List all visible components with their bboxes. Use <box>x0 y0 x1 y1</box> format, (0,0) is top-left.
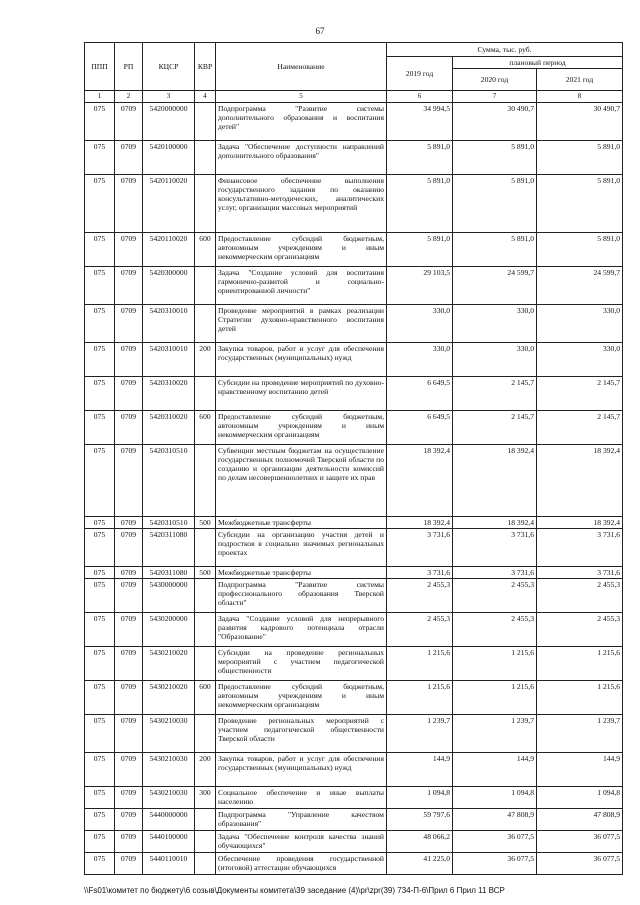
ppp-cell: 075 <box>85 304 115 342</box>
kcsr-cell: 5420100000 <box>143 140 195 174</box>
table-row <box>85 752 623 786</box>
amount-2020-cell: 36 077,5 <box>453 852 537 874</box>
ppp-cell: 075 <box>85 528 115 566</box>
amount-2019-cell: 6 649,5 <box>387 376 453 410</box>
table-row <box>85 342 623 376</box>
rp-cell: 0709 <box>115 516 143 528</box>
ppp-cell: 075 <box>85 852 115 874</box>
kvr-cell <box>195 376 216 410</box>
amount-2021-cell: 3 731,6 <box>537 566 623 578</box>
header-rp: РП <box>115 43 143 91</box>
header-year-2019: 2019 год <box>387 57 453 91</box>
amount-2019-cell: 3 731,6 <box>387 528 453 566</box>
column-number-row <box>85 91 623 102</box>
amount-2021-cell: 1 239,7 <box>537 714 623 752</box>
table-row <box>85 646 623 680</box>
kvr-cell: 500 <box>195 566 216 578</box>
kcsr-cell: 5420311080 <box>143 528 195 566</box>
amount-2019-cell: 41 225,0 <box>387 852 453 874</box>
kcsr-cell: 5430210020 <box>143 680 195 714</box>
name-cell: Закупка товаров, работ и услуг для обеспечения государственных (муниципальных) нужд <box>216 342 387 376</box>
ppp-cell: 075 <box>85 376 115 410</box>
table-row <box>85 232 623 266</box>
amount-2020-cell: 30 490,7 <box>453 102 537 140</box>
kvr-cell <box>195 578 216 612</box>
name-cell: Субсидии на проведение региональных мероприятий с участием педагогической общественности <box>216 646 387 680</box>
kvr-cell <box>195 174 216 232</box>
amount-2020-cell: 2 145,7 <box>453 376 537 410</box>
column-number: 1 <box>85 91 115 102</box>
ppp-cell: 075 <box>85 410 115 444</box>
ppp-cell: 075 <box>85 680 115 714</box>
name-cell: Предоставление субсидий бюджетным, автономным учреждениям и иным некоммерческим организациям <box>216 410 387 444</box>
kvr-cell <box>195 266 216 304</box>
rp-cell: 0709 <box>115 786 143 808</box>
ppp-cell: 075 <box>85 752 115 786</box>
header-name: Наименование <box>216 43 387 91</box>
column-number: 5 <box>216 91 387 102</box>
kcsr-cell: 5440100000 <box>143 830 195 852</box>
amount-2019-cell: 1 094,8 <box>387 786 453 808</box>
amount-2021-cell: 3 731,6 <box>537 528 623 566</box>
kvr-cell <box>195 646 216 680</box>
name-cell: Финансовое обеспечение выполнения государственного задания по оказанию консультативно-методических, аналитических услуг, организации массовых мероприятий <box>216 174 387 232</box>
table-row <box>85 140 623 174</box>
kcsr-cell: 5420000000 <box>143 102 195 140</box>
kvr-cell: 300 <box>195 786 216 808</box>
column-number: 4 <box>195 91 216 102</box>
kcsr-cell: 5430210030 <box>143 752 195 786</box>
table-row <box>85 410 623 444</box>
ppp-cell: 075 <box>85 566 115 578</box>
amount-2019-cell: 2 455,3 <box>387 612 453 646</box>
name-cell: Задача "Обеспечение доступности направлений дополнительного образования" <box>216 140 387 174</box>
kcsr-cell: 5420310010 <box>143 342 195 376</box>
kvr-cell <box>195 830 216 852</box>
amount-2019-cell: 59 797,6 <box>387 808 453 830</box>
rp-cell: 0709 <box>115 528 143 566</box>
amount-2020-cell: 1 239,7 <box>453 714 537 752</box>
header-planned-period: плановый период <box>453 57 623 69</box>
table-row <box>85 714 623 752</box>
amount-2021-cell: 330,0 <box>537 342 623 376</box>
amount-2020-cell: 1 215,6 <box>453 680 537 714</box>
amount-2020-cell: 24 599,7 <box>453 266 537 304</box>
amount-2020-cell: 2 455,3 <box>453 612 537 646</box>
amount-2019-cell: 2 455,3 <box>387 578 453 612</box>
amount-2021-cell: 5 891,0 <box>537 140 623 174</box>
page-number: 67 <box>315 26 325 36</box>
amount-2019-cell: 330,0 <box>387 342 453 376</box>
kcsr-cell: 5420110020 <box>143 174 195 232</box>
name-cell: Подпрограмма "Развитие системы дополнительного образования и воспитания детей" <box>216 102 387 140</box>
kcsr-cell: 5430210020 <box>143 646 195 680</box>
amount-2021-cell: 2 145,7 <box>537 376 623 410</box>
amount-2021-cell: 5 891,0 <box>537 174 623 232</box>
amount-2021-cell: 2 145,7 <box>537 410 623 444</box>
rp-cell: 0709 <box>115 232 143 266</box>
kcsr-cell: 5430200000 <box>143 612 195 646</box>
amount-2019-cell: 330,0 <box>387 304 453 342</box>
column-number: 8 <box>537 91 623 102</box>
kvr-cell <box>195 140 216 174</box>
header-year-2020: 2020 год <box>453 69 537 91</box>
amount-2019-cell: 18 392,4 <box>387 444 453 516</box>
amount-2019-cell: 6 649,5 <box>387 410 453 444</box>
ppp-cell: 075 <box>85 830 115 852</box>
amount-2019-cell: 48 066,2 <box>387 830 453 852</box>
name-cell: Задача "Создание условий для воспитания гармонично-развитой и социально-ориентированной личности" <box>216 266 387 304</box>
name-cell: Задача "Создание условий для непрерывного развития кадрового потенциала отрасли "Образование" <box>216 612 387 646</box>
rp-cell: 0709 <box>115 342 143 376</box>
amount-2020-cell: 5 891,0 <box>453 140 537 174</box>
rp-cell: 0709 <box>115 808 143 830</box>
amount-2021-cell: 144,9 <box>537 752 623 786</box>
amount-2021-cell: 2 455,3 <box>537 612 623 646</box>
table-row <box>85 852 623 874</box>
amount-2021-cell: 36 077,5 <box>537 830 623 852</box>
kcsr-cell: 5420311080 <box>143 566 195 578</box>
kvr-cell <box>195 444 216 516</box>
amount-2021-cell: 47 808,9 <box>537 808 623 830</box>
name-cell: Подпрограмма "Управление качеством образования" <box>216 808 387 830</box>
name-cell: Межбюджетные трансферты <box>216 516 387 528</box>
table-row <box>85 830 623 852</box>
amount-2020-cell: 3 731,6 <box>453 566 537 578</box>
budget-table-body <box>85 102 623 874</box>
ppp-cell: 075 <box>85 444 115 516</box>
amount-2021-cell: 2 455,3 <box>537 578 623 612</box>
rp-cell: 0709 <box>115 174 143 232</box>
kcsr-cell: 5420310010 <box>143 304 195 342</box>
amount-2021-cell: 36 077,5 <box>537 852 623 874</box>
rp-cell: 0709 <box>115 102 143 140</box>
table-row <box>85 376 623 410</box>
table-row <box>85 304 623 342</box>
name-cell: Задача "Обеспечение контроля качества знаний обучающихся" <box>216 830 387 852</box>
kvr-cell <box>195 714 216 752</box>
rp-cell: 0709 <box>115 140 143 174</box>
rp-cell: 0709 <box>115 714 143 752</box>
amount-2020-cell: 2 145,7 <box>453 410 537 444</box>
ppp-cell: 075 <box>85 266 115 304</box>
kcsr-cell: 5440110010 <box>143 852 195 874</box>
ppp-cell: 075 <box>85 646 115 680</box>
rp-cell: 0709 <box>115 830 143 852</box>
name-cell: Проведение региональных мероприятий с участием педагогической общественности Тверской области <box>216 714 387 752</box>
amount-2019-cell: 34 994,5 <box>387 102 453 140</box>
ppp-cell: 075 <box>85 102 115 140</box>
table-row <box>85 444 623 516</box>
ppp-cell: 075 <box>85 232 115 266</box>
ppp-cell: 075 <box>85 140 115 174</box>
kvr-cell: 200 <box>195 342 216 376</box>
amount-2019-cell: 29 103,5 <box>387 266 453 304</box>
amount-2020-cell: 3 731,6 <box>453 528 537 566</box>
header-kvr: КВР <box>195 43 216 91</box>
amount-2019-cell: 1 215,6 <box>387 646 453 680</box>
name-cell: Межбюджетные трансферты <box>216 566 387 578</box>
header-kcsr: КЦСР <box>143 43 195 91</box>
name-cell: Закупка товаров, работ и услуг для обеспечения государственных (муниципальных) нужд <box>216 752 387 786</box>
name-cell: Проведение мероприятий в рамках реализации Стратегии духовно-нравственного воспитания детей <box>216 304 387 342</box>
name-cell: Подпрограмма "Развитие системы профессионального образования Тверской области" <box>216 578 387 612</box>
amount-2020-cell: 47 808,9 <box>453 808 537 830</box>
amount-2021-cell: 24 599,7 <box>537 266 623 304</box>
rp-cell: 0709 <box>115 566 143 578</box>
ppp-cell: 075 <box>85 786 115 808</box>
header-ppp: ППП <box>85 43 115 91</box>
rp-cell: 0709 <box>115 578 143 612</box>
rp-cell: 0709 <box>115 680 143 714</box>
amount-2020-cell: 2 455,3 <box>453 578 537 612</box>
amount-2021-cell: 1 094,8 <box>537 786 623 808</box>
amount-2020-cell: 18 392,4 <box>453 444 537 516</box>
rp-cell: 0709 <box>115 376 143 410</box>
rp-cell: 0709 <box>115 266 143 304</box>
column-number: 6 <box>387 91 453 102</box>
amount-2020-cell: 18 392,4 <box>453 516 537 528</box>
kcsr-cell: 5420300000 <box>143 266 195 304</box>
budget-table <box>84 42 623 875</box>
rp-cell: 0709 <box>115 304 143 342</box>
kcsr-cell: 5440000000 <box>143 808 195 830</box>
ppp-cell: 075 <box>85 578 115 612</box>
amount-2020-cell: 1 215,6 <box>453 646 537 680</box>
table-row <box>85 266 623 304</box>
name-cell: Обеспечение проведения государственной (итоговой) аттестации обучающихся <box>216 852 387 874</box>
amount-2020-cell: 1 094,8 <box>453 786 537 808</box>
name-cell: Предоставление субсидий бюджетным, автономным учреждениям и иным некоммерческим организациям <box>216 680 387 714</box>
name-cell: Субсидии на проведение мероприятий по духовно-нравственному воспитанию детей <box>216 376 387 410</box>
kcsr-cell: 5420310020 <box>143 376 195 410</box>
kcsr-cell: 5430210030 <box>143 786 195 808</box>
amount-2019-cell: 144,9 <box>387 752 453 786</box>
table-row <box>85 528 623 566</box>
amount-2019-cell: 1 215,6 <box>387 680 453 714</box>
kvr-cell <box>195 808 216 830</box>
table-row <box>85 566 623 578</box>
kvr-cell: 500 <box>195 516 216 528</box>
amount-2020-cell: 330,0 <box>453 342 537 376</box>
kvr-cell <box>195 102 216 140</box>
name-cell: Предоставление субсидий бюджетным, автономным учреждениям и иным некоммерческим организациям <box>216 232 387 266</box>
amount-2020-cell: 330,0 <box>453 304 537 342</box>
header-sum: Сумма, тыс. руб. <box>387 43 623 57</box>
amount-2019-cell: 1 239,7 <box>387 714 453 752</box>
kvr-cell <box>195 612 216 646</box>
amount-2021-cell: 18 392,4 <box>537 516 623 528</box>
amount-2021-cell: 330,0 <box>537 304 623 342</box>
column-number: 2 <box>115 91 143 102</box>
header-year-2021: 2021 год <box>537 69 623 91</box>
table-row <box>85 174 623 232</box>
kcsr-cell: 5420310020 <box>143 410 195 444</box>
kcsr-cell: 5420310510 <box>143 516 195 528</box>
name-cell: Субвенции местным бюджетам на осуществление государственных полномочий Тверской области по созданию и организации деятельности комиссий по делам несовершеннолетних и защите их прав <box>216 444 387 516</box>
amount-2021-cell: 18 392,4 <box>537 444 623 516</box>
amount-2020-cell: 5 891,0 <box>453 232 537 266</box>
rp-cell: 0709 <box>115 646 143 680</box>
amount-2019-cell: 5 891,0 <box>387 232 453 266</box>
rp-cell: 0709 <box>115 444 143 516</box>
amount-2021-cell: 1 215,6 <box>537 680 623 714</box>
kcsr-cell: 5420310510 <box>143 444 195 516</box>
table-row <box>85 680 623 714</box>
amount-2019-cell: 5 891,0 <box>387 174 453 232</box>
name-cell: Социальное обеспечение и иные выплаты населению <box>216 786 387 808</box>
kvr-cell <box>195 852 216 874</box>
kvr-cell <box>195 528 216 566</box>
kcsr-cell: 5430000000 <box>143 578 195 612</box>
ppp-cell: 075 <box>85 516 115 528</box>
footer-file-path: \\Fs01\комитет по бюджету\6 созыв\Документы комитета\39 заседание (4)\pr\zpr(39) 734-П-6\Прил 6 Прил 11 ВСР <box>84 886 505 895</box>
table-row <box>85 516 623 528</box>
kcsr-cell: 5430210030 <box>143 714 195 752</box>
kvr-cell: 600 <box>195 680 216 714</box>
table-row <box>85 612 623 646</box>
ppp-cell: 075 <box>85 174 115 232</box>
rp-cell: 0709 <box>115 752 143 786</box>
column-number: 3 <box>143 91 195 102</box>
ppp-cell: 075 <box>85 714 115 752</box>
table-row <box>85 578 623 612</box>
kvr-cell: 200 <box>195 752 216 786</box>
amount-2019-cell: 3 731,6 <box>387 566 453 578</box>
table-row <box>85 786 623 808</box>
kvr-cell: 600 <box>195 410 216 444</box>
amount-2020-cell: 5 891,0 <box>453 174 537 232</box>
ppp-cell: 075 <box>85 342 115 376</box>
amount-2019-cell: 18 392,4 <box>387 516 453 528</box>
amount-2020-cell: 36 077,5 <box>453 830 537 852</box>
table-row <box>85 808 623 830</box>
name-cell: Субсидии на организацию участия детей и подростков в социально значимых региональных проектах <box>216 528 387 566</box>
kcsr-cell: 5420110020 <box>143 232 195 266</box>
amount-2021-cell: 5 891,0 <box>537 232 623 266</box>
table-row <box>85 102 623 140</box>
ppp-cell: 075 <box>85 808 115 830</box>
amount-2020-cell: 144,9 <box>453 752 537 786</box>
rp-cell: 0709 <box>115 852 143 874</box>
amount-2021-cell: 1 215,6 <box>537 646 623 680</box>
kvr-cell <box>195 304 216 342</box>
rp-cell: 0709 <box>115 410 143 444</box>
kvr-cell: 600 <box>195 232 216 266</box>
amount-2021-cell: 30 490,7 <box>537 102 623 140</box>
ppp-cell: 075 <box>85 612 115 646</box>
column-number: 7 <box>453 91 537 102</box>
rp-cell: 0709 <box>115 612 143 646</box>
amount-2019-cell: 5 891,0 <box>387 140 453 174</box>
